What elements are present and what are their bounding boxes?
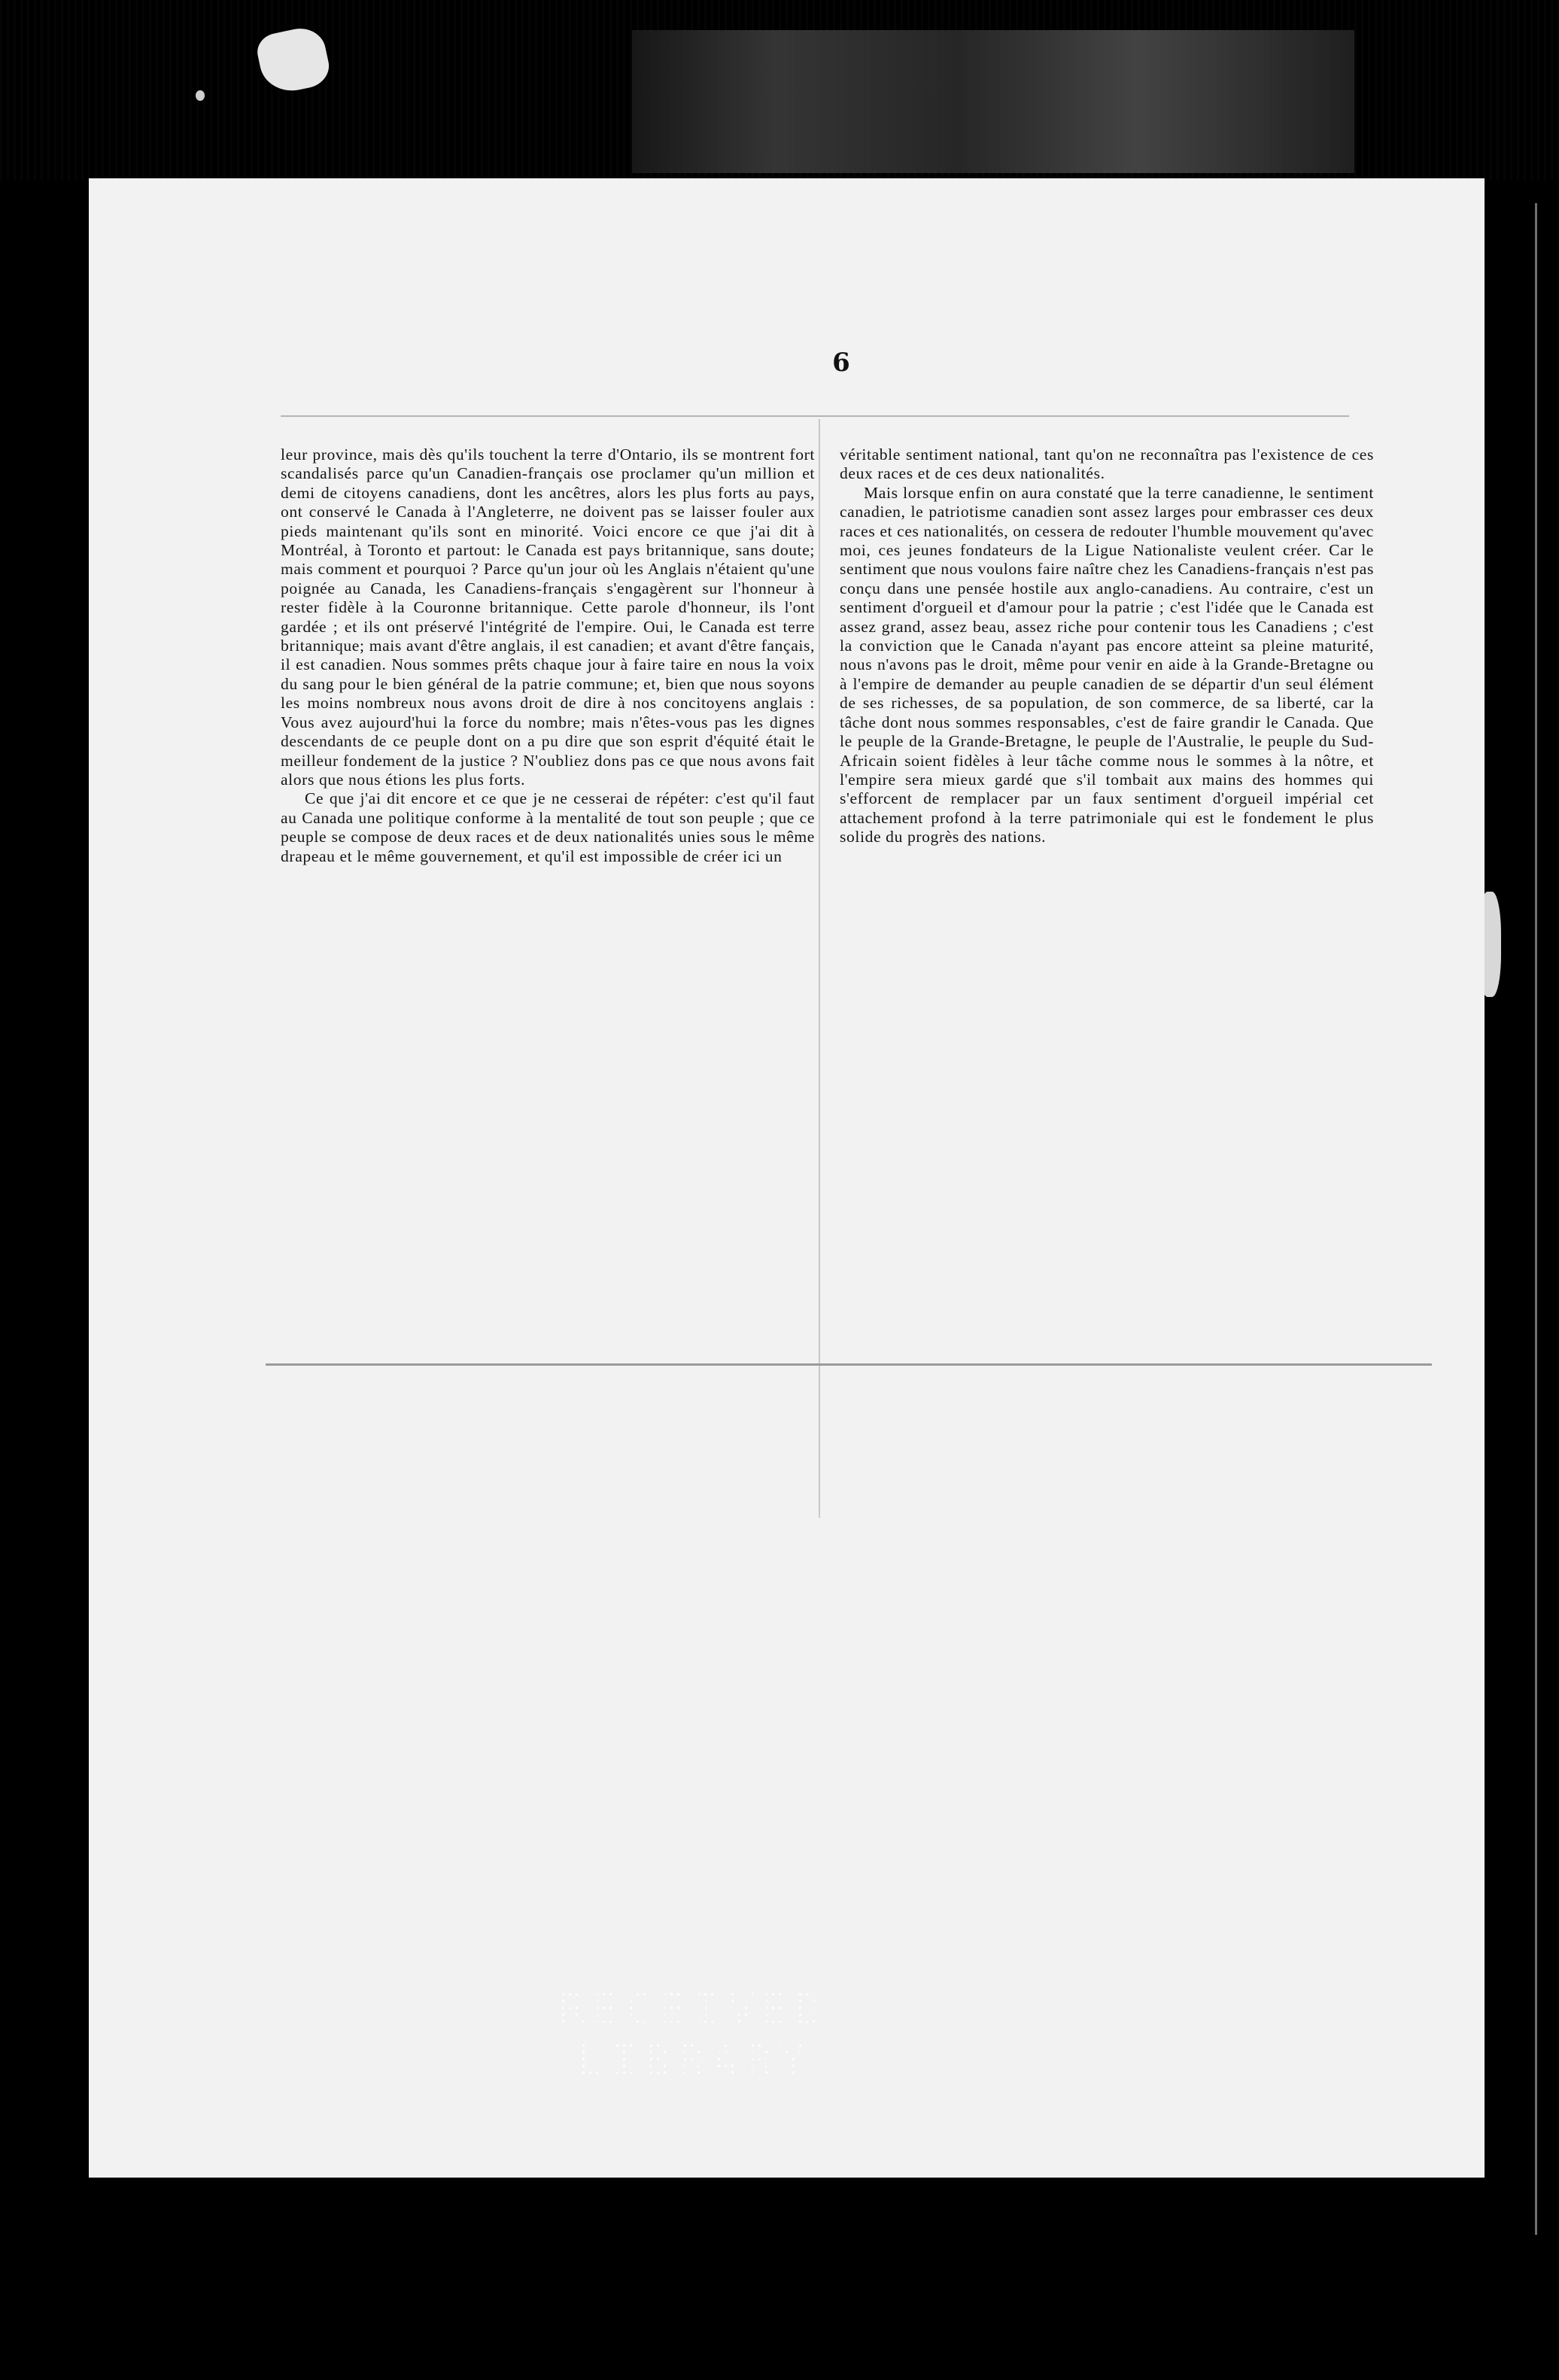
right-column — [840, 445, 1374, 847]
page-number: 6 — [832, 348, 850, 378]
stamp-line: LIBRARY — [499, 2035, 890, 2087]
document-page — [89, 178, 1485, 2178]
film-edge-line — [1535, 203, 1537, 2235]
film-speck — [196, 90, 205, 101]
paragraph: Ce que j'ai dit encore et ce que je ne cesserai de répéter: c'est qu'il faut au Canada une politique conforme à la mentalité de tout son peuple ; que ce peuple se compose de deux races et de deux nationalités unies sous le même drapeau et le même gouvernement, et qu'il est impossible de créer ici un — [281, 789, 815, 865]
paragraph: Mais lorsque enfin on aura constaté que la terre canadienne, le sentiment canadien, le patriotisme canadien sont assez larges pour embrasser ces deux races et ces nationalités, on cessera de redouter l'humble mouvement qu'avec moi, ces jeunes fondateurs de la Ligue Nationaliste veulent créer. Car le sentiment que nous voulons faire naître chez les Canadiens-français n'est pas conçu dans une pensée hostile aux anglo-canadiens. Au contraire, c'est un sentiment d'orgueil et d'amour pour la patrie ; c'est l'idée que le Canada est assez grand, assez beau, assez riche pour contenir tous les Canadiens ; c'est la conviction que le Canada n'ayant pas encore atteint sa pleine maturité, nous n'avons pas le droit, même pour venir en aide à la Grande-Bretagne ou à l'empire de demander au peuple canadien de se départir d'un seul élément de ses richesses, de sa population, de son commerce, de sa liberté, car la tâche dont nous sommes responsables, c'est de faire grandir le Canada. Que le peuple de la Grande-Bretagne, le peuple de l'Australie, le peuple du Sud-Africain soient fidèles à leur tâche comme nous le sommes à la nôtre, et l'empire sera mieux gardé que s'il tombait aux mains des hommes qui s'efforcent de remplacer par un faux sentiment d'orgueil impérial cet attachement profond à la terre patrimoniale qui est le fondement le plus solide du progrès des nations. — [840, 483, 1374, 847]
left-column — [281, 445, 815, 866]
bottom-rule — [266, 1363, 1432, 1366]
paragraph: véritable sentiment national, tant qu'on ne reconnaîtra pas l'existence de ces deux races et de ces deux nationalités. — [840, 445, 1374, 483]
column-divider — [819, 419, 820, 1518]
film-edge-artifact — [632, 30, 1354, 173]
paragraph: leur province, mais dès qu'ils touchent la terre d'Ontario, ils se montrent fort scandalisés parce qu'un Canadien-français ose proclamer qu'un million et demi de citoyens canadiens, dont les ancêtres, alors les plus forts au pays, ont conservé le Canada à l'Angleterre, ne doivent pas se laisser fouler aux pieds maintenant qu'ils sont en minorité. Voici encore ce que j'ai dit à Montréal, à Toronto et partout: le Canada est pays britannique, sans doute; mais comment et pourquoi ? Parce qu'un jour où les Anglais n'étaient qu'une poignée au Canada, les Canadiens-français s'engagèrent sur l'honneur à rester fidèle à la Couronne britannique. Cette parole d'honneur, ils l'ont gardée ; et ils ont préservé l'intégrité de l'empire. Oui, le Canada est terre britannique; mais avant d'être anglais, il est canadien; et avant d'être fançais, il est canadien. Nous sommes prêts chaque jour à faire taire en nous la voix du sang pour le bien général de la patrie commune; et, bien que nous soyons les moins nombreux nous avons droit de dire à nos concitoyens anglais : Vous avez aujourd'hui la force du nombre; mais n'êtes-vous pas les dignes descendants de ce peuple dont on a pu dire que son esprit d'équité était le meilleur fondement de la justice ? N'oubliez dons pas ce que nous avons fait alors que nous étions les plus forts. — [281, 445, 815, 789]
stamp-line: RECEIVED — [499, 1984, 890, 2035]
top-rule — [281, 415, 1349, 417]
perforated-stamp — [499, 1984, 890, 2120]
